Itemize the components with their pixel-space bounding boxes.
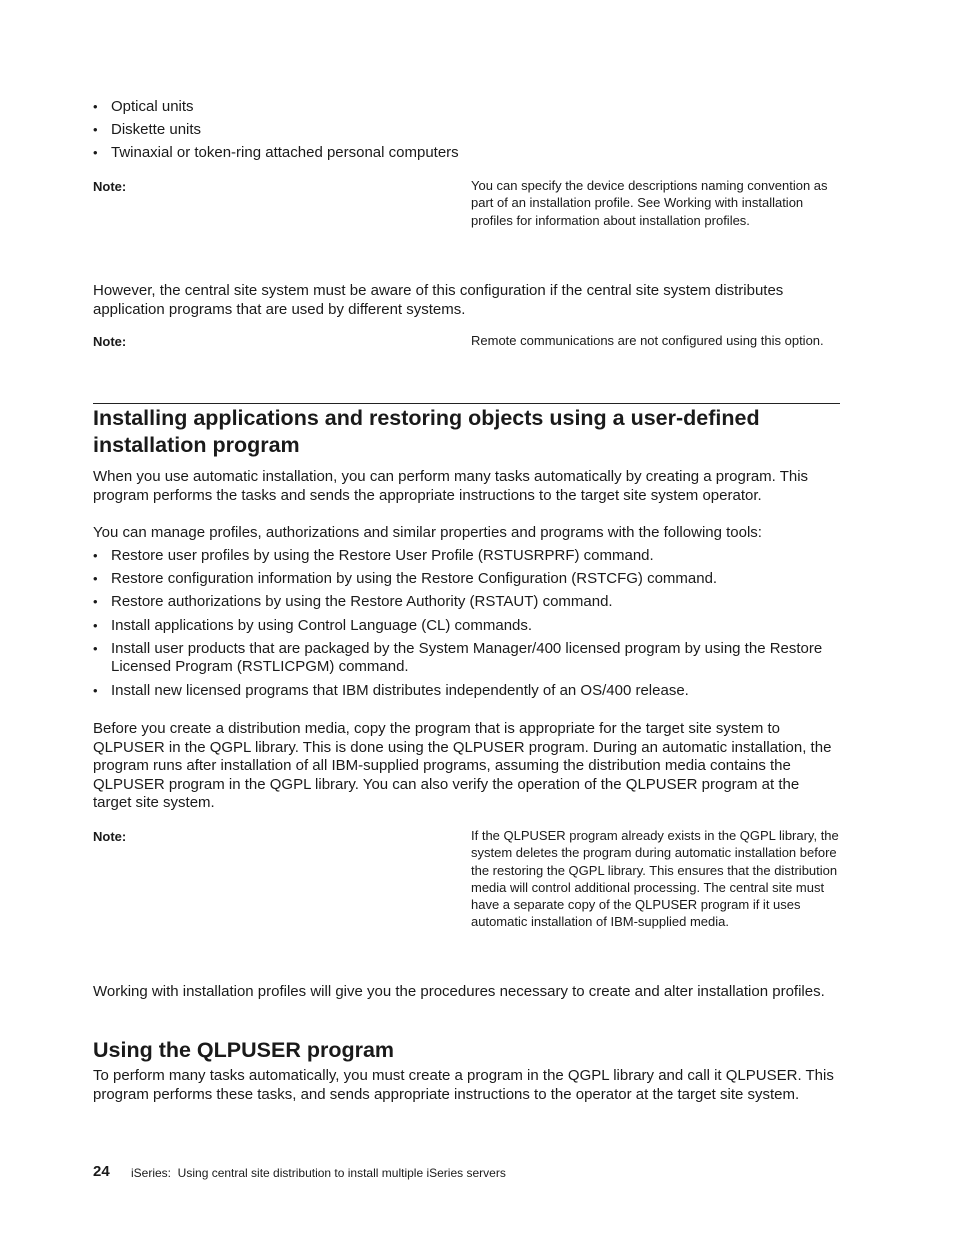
paragraph: Before you create a distribution media, copy the program that is appropriate for the target site system to QLPUSER in the QGPL library. This is done using the QLPUSER program. During an automatic installation, the program runs after installation of all IBM-supplied programs, assuming the distribution media contains the QLPUSER program in the QGPL library. You can also verify the operation of the QLPUSER program at the target site system.	[93, 720, 832, 812]
list-item: • Restore authorizations by using the Restore Authority (RSTAUT) command.	[93, 593, 840, 612]
paragraph: To perform many tasks automatically, you must create a program in the QGPL library and call it QLPUSER. This program performs these tasks, and sends appropriate instructions to the operator at the target site system.	[93, 1067, 834, 1103]
list-item: • Install applications by using Control Language (CL) commands.	[93, 617, 840, 636]
list-item: • Restore user profiles by using the Restore User Profile (RSTUSRPRF) command.	[93, 547, 840, 566]
list-item: • Install new licensed programs that IBM distributes independently of an OS/400 release.	[93, 682, 840, 701]
paragraph: However, the central site system must be aware of this configuration if the central site system distributes application programs that are used by different systems.	[93, 282, 784, 318]
note-text: You can specify the device descriptions naming convention as part of an installation profile. See Working with installation profiles for information about installation profiles.	[471, 178, 828, 228]
section-heading: Using the QLPUSER program	[93, 1038, 395, 1062]
note-label: Note:	[93, 179, 127, 194]
section-divider	[93, 403, 840, 404]
list-item: • Install user products that are packaged by the System Manager/400 licensed program by using the Restore Licensed Program (RSTLICPGM) command.	[93, 640, 840, 677]
document-page	[93, 0, 840, 1235]
section-heading: Installing applications and restoring objects using a user-defined installation program	[93, 406, 760, 457]
list-item: • Diskette units	[93, 121, 840, 140]
page-number: 24	[93, 1163, 110, 1180]
tools-bullet-list	[93, 547, 840, 700]
note-text: If the QLPUSER program already exists in the QGPL library, the system deletes the program during automatic installation before the restoring the QGPL library. This ensures that the distribution media will control additional processing. The central site must have a separate copy of the QLPUSER program if it uses automatic installation of IBM-supplied media.	[471, 828, 839, 930]
device-bullet-list	[93, 98, 840, 163]
paragraph: You can manage profiles, authorizations and similar properties and programs with the following tools:	[93, 524, 762, 541]
note-label: Note:	[93, 334, 127, 349]
running-footer: iSeries: Using central site distribution to install multiple iSeries servers	[131, 1166, 506, 1180]
list-item: • Restore configuration information by using the Restore Configuration (RSTCFG) command.	[93, 570, 840, 589]
note-text: Remote communications are not configured using this option.	[471, 333, 824, 348]
list-item: • Optical units	[93, 98, 840, 117]
paragraph: Working with installation profiles will give you the procedures necessary to create and alter installation profiles.	[93, 983, 825, 1000]
paragraph: When you use automatic installation, you can perform many tasks automatically by creating a program. This program performs the tasks and sends the appropriate instructions to the target site system operator.	[93, 468, 809, 504]
note-label: Note:	[93, 829, 127, 844]
list-item: • Twinaxial or token-ring attached personal computers	[93, 144, 840, 163]
